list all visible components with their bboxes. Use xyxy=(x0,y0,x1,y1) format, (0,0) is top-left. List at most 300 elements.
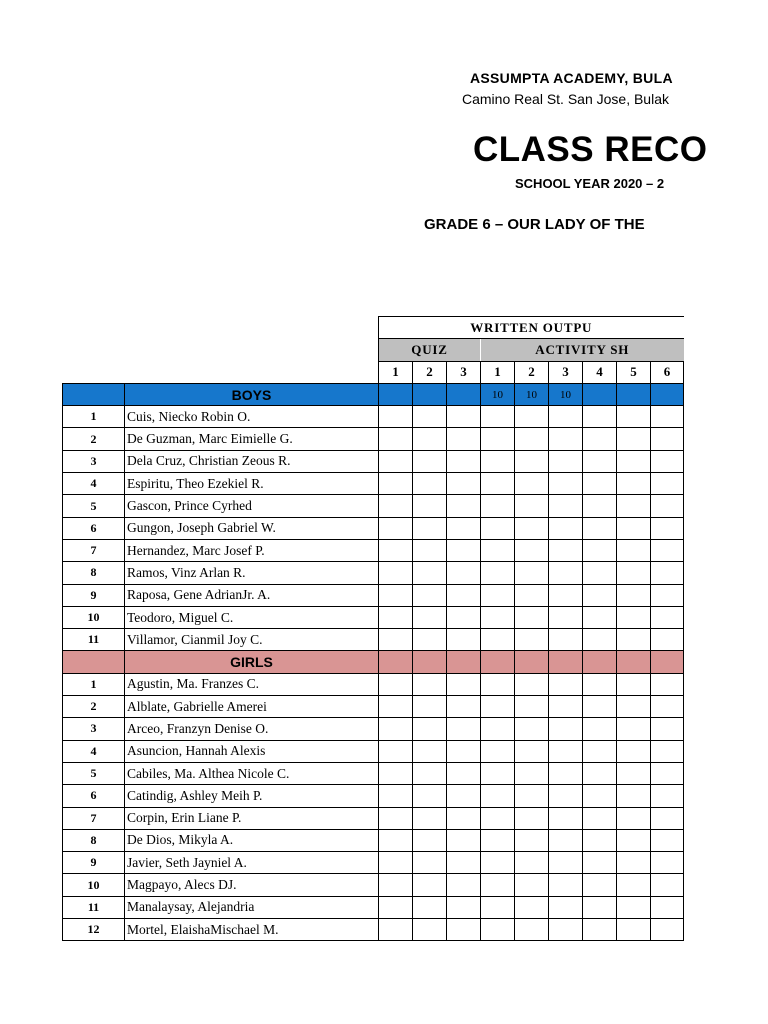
column-number: 3 xyxy=(549,361,583,383)
score-cell[interactable] xyxy=(447,495,481,517)
score-cell[interactable] xyxy=(651,718,684,740)
score-cell[interactable] xyxy=(413,762,447,784)
score-cell[interactable] xyxy=(651,584,684,606)
score-cell[interactable] xyxy=(413,673,447,695)
highest-possible-score xyxy=(379,383,413,405)
student-row xyxy=(63,450,684,472)
score-cell[interactable] xyxy=(379,428,413,450)
score-cell[interactable] xyxy=(447,762,481,784)
student-row xyxy=(63,919,684,941)
student-number: 11 xyxy=(63,629,125,651)
student-name: Agustin, Ma. Franzes C. xyxy=(125,673,379,695)
score-cell[interactable] xyxy=(413,718,447,740)
grade-section: GRADE 6 – OUR LADY OF THE xyxy=(424,216,645,233)
score-cell[interactable] xyxy=(379,874,413,896)
highest-possible-score xyxy=(447,383,481,405)
student-number: 12 xyxy=(63,919,125,941)
score-cell[interactable] xyxy=(651,696,684,718)
score-cell[interactable] xyxy=(549,406,583,428)
score-cell[interactable] xyxy=(583,450,617,472)
score-cell[interactable] xyxy=(413,785,447,807)
score-cell[interactable] xyxy=(481,450,515,472)
score-cell[interactable] xyxy=(617,829,651,851)
score-cell[interactable] xyxy=(481,629,515,651)
student-row xyxy=(63,740,684,762)
score-cell[interactable] xyxy=(583,517,617,539)
score-cell[interactable] xyxy=(549,696,583,718)
header-row-written-output xyxy=(63,317,684,339)
blank-cell xyxy=(125,361,379,383)
score-cell[interactable] xyxy=(583,406,617,428)
student-number: 5 xyxy=(63,762,125,784)
score-cell[interactable] xyxy=(583,539,617,561)
score-cell[interactable] xyxy=(379,450,413,472)
score-cell[interactable] xyxy=(583,473,617,495)
score-cell[interactable] xyxy=(617,606,651,628)
score-cell[interactable] xyxy=(481,919,515,941)
score-cell[interactable] xyxy=(481,696,515,718)
score-cell[interactable] xyxy=(447,874,481,896)
score-cell[interactable] xyxy=(651,606,684,628)
score-cell[interactable] xyxy=(481,762,515,784)
score-cell[interactable] xyxy=(447,450,481,472)
score-cell[interactable] xyxy=(413,606,447,628)
score-cell[interactable] xyxy=(515,606,549,628)
score-cell[interactable] xyxy=(617,740,651,762)
score-cell[interactable] xyxy=(447,406,481,428)
student-number: 7 xyxy=(63,539,125,561)
score-cell[interactable] xyxy=(379,629,413,651)
score-cell[interactable] xyxy=(447,606,481,628)
score-cell[interactable] xyxy=(549,539,583,561)
score-cell[interactable] xyxy=(549,785,583,807)
score-cell[interactable] xyxy=(651,673,684,695)
score-cell[interactable] xyxy=(481,406,515,428)
score-cell[interactable] xyxy=(481,473,515,495)
score-cell[interactable] xyxy=(481,829,515,851)
student-number: 4 xyxy=(63,740,125,762)
section-cell xyxy=(651,651,684,673)
score-cell[interactable] xyxy=(617,450,651,472)
score-cell[interactable] xyxy=(379,473,413,495)
score-cell[interactable] xyxy=(549,762,583,784)
score-cell[interactable] xyxy=(379,718,413,740)
score-cell[interactable] xyxy=(549,495,583,517)
score-cell[interactable] xyxy=(481,673,515,695)
score-cell[interactable] xyxy=(515,539,549,561)
student-name: Espiritu, Theo Ezekiel R. xyxy=(125,473,379,495)
score-cell[interactable] xyxy=(583,740,617,762)
score-cell[interactable] xyxy=(481,718,515,740)
score-cell[interactable] xyxy=(549,740,583,762)
student-name: Cuis, Niecko Robin O. xyxy=(125,406,379,428)
section-label: BOYS xyxy=(125,383,379,405)
score-cell[interactable] xyxy=(481,517,515,539)
score-cell[interactable] xyxy=(617,673,651,695)
highest-possible-score xyxy=(617,383,651,405)
score-cell[interactable] xyxy=(447,673,481,695)
score-cell[interactable] xyxy=(549,673,583,695)
quiz-header: QUIZ xyxy=(379,339,481,361)
score-cell[interactable] xyxy=(549,896,583,918)
student-name: Dela Cruz, Christian Zeous R. xyxy=(125,450,379,472)
score-cell[interactable] xyxy=(515,807,549,829)
score-cell[interactable] xyxy=(413,629,447,651)
student-number: 1 xyxy=(63,406,125,428)
student-row xyxy=(63,495,684,517)
student-row xyxy=(63,473,684,495)
score-cell[interactable] xyxy=(651,807,684,829)
section-cell xyxy=(583,651,617,673)
student-name: Gascon, Prince Cyrhed xyxy=(125,495,379,517)
score-cell[interactable] xyxy=(413,517,447,539)
score-cell[interactable] xyxy=(651,740,684,762)
score-cell[interactable] xyxy=(617,896,651,918)
score-cell[interactable] xyxy=(617,762,651,784)
score-cell[interactable] xyxy=(481,539,515,561)
score-cell[interactable] xyxy=(515,852,549,874)
score-cell[interactable] xyxy=(583,896,617,918)
score-cell[interactable] xyxy=(447,740,481,762)
score-cell[interactable] xyxy=(447,562,481,584)
student-row xyxy=(63,696,684,718)
score-cell[interactable] xyxy=(549,606,583,628)
column-number: 3 xyxy=(447,361,481,383)
score-cell[interactable] xyxy=(583,919,617,941)
score-cell[interactable] xyxy=(413,584,447,606)
score-cell[interactable] xyxy=(481,807,515,829)
student-row xyxy=(63,562,684,584)
section-cell xyxy=(549,651,583,673)
score-cell[interactable] xyxy=(549,852,583,874)
score-cell[interactable] xyxy=(583,718,617,740)
student-row xyxy=(63,852,684,874)
score-cell[interactable] xyxy=(413,696,447,718)
score-cell[interactable] xyxy=(515,762,549,784)
score-cell[interactable] xyxy=(617,696,651,718)
score-cell[interactable] xyxy=(481,584,515,606)
score-cell[interactable] xyxy=(379,584,413,606)
score-cell[interactable] xyxy=(583,852,617,874)
score-cell[interactable] xyxy=(379,919,413,941)
student-number: 6 xyxy=(63,785,125,807)
score-cell[interactable] xyxy=(447,539,481,561)
score-cell[interactable] xyxy=(413,740,447,762)
score-cell[interactable] xyxy=(651,896,684,918)
score-cell[interactable] xyxy=(515,629,549,651)
score-cell[interactable] xyxy=(515,562,549,584)
score-cell[interactable] xyxy=(413,562,447,584)
student-number: 11 xyxy=(63,896,125,918)
score-cell[interactable] xyxy=(549,428,583,450)
score-cell[interactable] xyxy=(413,406,447,428)
score-cell[interactable] xyxy=(447,718,481,740)
score-cell[interactable] xyxy=(583,562,617,584)
section-cell xyxy=(481,651,515,673)
student-name: Mortel, ElaishaMischael M. xyxy=(125,919,379,941)
student-row xyxy=(63,629,684,651)
score-cell[interactable] xyxy=(617,718,651,740)
score-cell[interactable] xyxy=(379,785,413,807)
score-cell[interactable] xyxy=(617,852,651,874)
score-cell[interactable] xyxy=(447,896,481,918)
score-cell[interactable] xyxy=(549,562,583,584)
student-name: Gungon, Joseph Gabriel W. xyxy=(125,517,379,539)
score-cell[interactable] xyxy=(651,562,684,584)
student-name: Villamor, Cianmil Joy C. xyxy=(125,629,379,651)
score-cell[interactable] xyxy=(583,584,617,606)
score-cell[interactable] xyxy=(651,473,684,495)
column-number: 4 xyxy=(583,361,617,383)
score-cell[interactable] xyxy=(549,919,583,941)
score-cell[interactable] xyxy=(617,539,651,561)
student-number: 10 xyxy=(63,606,125,628)
score-cell[interactable] xyxy=(515,919,549,941)
student-row xyxy=(63,829,684,851)
score-cell[interactable] xyxy=(651,517,684,539)
score-cell[interactable] xyxy=(549,473,583,495)
score-cell[interactable] xyxy=(379,807,413,829)
score-cell[interactable] xyxy=(549,629,583,651)
score-cell[interactable] xyxy=(515,450,549,472)
score-cell[interactable] xyxy=(583,629,617,651)
section-label: GIRLS xyxy=(125,651,379,673)
score-cell[interactable] xyxy=(379,539,413,561)
score-cell[interactable] xyxy=(481,785,515,807)
score-cell[interactable] xyxy=(379,406,413,428)
score-cell[interactable] xyxy=(549,584,583,606)
school-name: ASSUMPTA ACADEMY, BULA xyxy=(470,70,673,86)
score-cell[interactable] xyxy=(515,696,549,718)
score-cell[interactable] xyxy=(481,606,515,628)
page-title: CLASS RECO xyxy=(473,130,708,169)
score-cell[interactable] xyxy=(549,517,583,539)
score-cell[interactable] xyxy=(515,829,549,851)
score-cell[interactable] xyxy=(549,829,583,851)
score-cell[interactable] xyxy=(549,874,583,896)
school-address: Camino Real St. San Jose, Bulak xyxy=(462,91,669,107)
score-cell[interactable] xyxy=(583,829,617,851)
section-cell xyxy=(617,651,651,673)
score-cell[interactable] xyxy=(413,852,447,874)
score-cell[interactable] xyxy=(651,762,684,784)
score-cell[interactable] xyxy=(515,428,549,450)
score-cell[interactable] xyxy=(447,785,481,807)
section-blank-cell xyxy=(63,383,125,405)
score-cell[interactable] xyxy=(481,874,515,896)
score-cell[interactable] xyxy=(447,852,481,874)
score-cell[interactable] xyxy=(481,495,515,517)
student-row xyxy=(63,673,684,695)
student-row xyxy=(63,606,684,628)
student-row xyxy=(63,807,684,829)
score-cell[interactable] xyxy=(413,539,447,561)
score-cell[interactable] xyxy=(617,473,651,495)
student-name: Catindig, Ashley Meih P. xyxy=(125,785,379,807)
score-cell[interactable] xyxy=(447,517,481,539)
score-cell[interactable] xyxy=(617,562,651,584)
score-cell[interactable] xyxy=(413,896,447,918)
student-number: 4 xyxy=(63,473,125,495)
section-cell xyxy=(413,651,447,673)
score-cell[interactable] xyxy=(617,919,651,941)
score-cell[interactable] xyxy=(651,852,684,874)
student-name: Cabiles, Ma. Althea Nicole C. xyxy=(125,762,379,784)
highest-possible-score xyxy=(413,383,447,405)
student-number: 2 xyxy=(63,696,125,718)
score-cell[interactable] xyxy=(447,807,481,829)
score-cell[interactable] xyxy=(379,495,413,517)
score-cell[interactable] xyxy=(515,584,549,606)
score-cell[interactable] xyxy=(515,785,549,807)
student-number: 6 xyxy=(63,517,125,539)
score-cell[interactable] xyxy=(515,874,549,896)
score-cell[interactable] xyxy=(617,495,651,517)
student-number: 7 xyxy=(63,807,125,829)
score-cell[interactable] xyxy=(549,807,583,829)
student-row xyxy=(63,584,684,606)
score-cell[interactable] xyxy=(447,829,481,851)
student-number: 1 xyxy=(63,673,125,695)
highest-possible-score: 10 xyxy=(515,383,549,405)
score-cell[interactable] xyxy=(481,428,515,450)
boys-section-row xyxy=(63,383,684,405)
score-cell[interactable] xyxy=(651,785,684,807)
score-cell[interactable] xyxy=(379,896,413,918)
score-cell[interactable] xyxy=(651,629,684,651)
score-cell[interactable] xyxy=(379,740,413,762)
score-cell[interactable] xyxy=(583,874,617,896)
score-cell[interactable] xyxy=(379,562,413,584)
blank-cell xyxy=(63,361,125,383)
score-cell[interactable] xyxy=(583,762,617,784)
student-name: Magpayo, Alecs DJ. xyxy=(125,874,379,896)
score-cell[interactable] xyxy=(481,852,515,874)
column-number: 1 xyxy=(481,361,515,383)
blank-cell xyxy=(63,339,125,361)
score-cell[interactable] xyxy=(651,539,684,561)
score-cell[interactable] xyxy=(413,829,447,851)
student-number: 8 xyxy=(63,562,125,584)
written-output-header: WRITTEN OUTPU xyxy=(379,317,684,339)
section-cell xyxy=(515,651,549,673)
score-cell[interactable] xyxy=(617,629,651,651)
class-record-table xyxy=(62,316,684,941)
score-cell[interactable] xyxy=(379,696,413,718)
score-cell[interactable] xyxy=(617,406,651,428)
score-cell[interactable] xyxy=(379,517,413,539)
student-name: Javier, Seth Jayniel A. xyxy=(125,852,379,874)
score-cell[interactable] xyxy=(651,450,684,472)
score-cell[interactable] xyxy=(413,428,447,450)
score-cell[interactable] xyxy=(379,762,413,784)
school-year: SCHOOL YEAR 2020 – 2 xyxy=(515,176,665,191)
student-row xyxy=(63,428,684,450)
score-cell[interactable] xyxy=(447,584,481,606)
score-cell[interactable] xyxy=(447,428,481,450)
score-cell[interactable] xyxy=(515,673,549,695)
score-cell[interactable] xyxy=(651,874,684,896)
score-cell[interactable] xyxy=(651,919,684,941)
score-cell[interactable] xyxy=(515,718,549,740)
score-cell[interactable] xyxy=(617,807,651,829)
girls-section-row xyxy=(63,651,684,673)
score-cell[interactable] xyxy=(413,495,447,517)
score-cell[interactable] xyxy=(413,473,447,495)
score-cell[interactable] xyxy=(617,517,651,539)
score-cell[interactable] xyxy=(583,606,617,628)
student-number: 3 xyxy=(63,718,125,740)
activity-sheet-header: ACTIVITY SH xyxy=(481,339,684,361)
score-cell[interactable] xyxy=(481,562,515,584)
highest-possible-score: 10 xyxy=(481,383,515,405)
score-cell[interactable] xyxy=(447,919,481,941)
score-cell[interactable] xyxy=(413,874,447,896)
score-cell[interactable] xyxy=(413,807,447,829)
student-row xyxy=(63,896,684,918)
score-cell[interactable] xyxy=(583,428,617,450)
score-cell[interactable] xyxy=(617,584,651,606)
score-cell[interactable] xyxy=(583,696,617,718)
blank-cell xyxy=(63,317,125,339)
score-cell[interactable] xyxy=(651,428,684,450)
score-cell[interactable] xyxy=(583,807,617,829)
score-cell[interactable] xyxy=(617,428,651,450)
score-cell[interactable] xyxy=(413,919,447,941)
score-cell[interactable] xyxy=(413,450,447,472)
score-cell[interactable] xyxy=(651,495,684,517)
score-cell[interactable] xyxy=(481,740,515,762)
highest-possible-score xyxy=(583,383,617,405)
section-cell xyxy=(447,651,481,673)
student-name: De Dios, Mikyla A. xyxy=(125,829,379,851)
column-number: 2 xyxy=(515,361,549,383)
score-cell[interactable] xyxy=(583,785,617,807)
highest-possible-score xyxy=(651,383,684,405)
score-cell[interactable] xyxy=(515,406,549,428)
student-name: Corpin, Erin Liane P. xyxy=(125,807,379,829)
student-row xyxy=(63,874,684,896)
score-cell[interactable] xyxy=(617,874,651,896)
score-cell[interactable] xyxy=(379,673,413,695)
score-cell[interactable] xyxy=(447,473,481,495)
score-cell[interactable] xyxy=(379,829,413,851)
column-number: 6 xyxy=(651,361,684,383)
student-row xyxy=(63,539,684,561)
student-number: 9 xyxy=(63,584,125,606)
score-cell[interactable] xyxy=(379,852,413,874)
score-cell[interactable] xyxy=(549,718,583,740)
score-cell[interactable] xyxy=(549,450,583,472)
score-cell[interactable] xyxy=(379,606,413,628)
score-cell[interactable] xyxy=(447,696,481,718)
score-cell[interactable] xyxy=(447,629,481,651)
section-blank-cell xyxy=(63,651,125,673)
section-cell xyxy=(379,651,413,673)
score-cell[interactable] xyxy=(583,495,617,517)
score-cell[interactable] xyxy=(515,473,549,495)
score-cell[interactable] xyxy=(515,896,549,918)
score-cell[interactable] xyxy=(651,406,684,428)
score-cell[interactable] xyxy=(515,740,549,762)
score-cell[interactable] xyxy=(651,829,684,851)
score-cell[interactable] xyxy=(617,785,651,807)
score-cell[interactable] xyxy=(515,495,549,517)
score-cell[interactable] xyxy=(481,896,515,918)
blank-cell xyxy=(125,317,379,339)
score-cell[interactable] xyxy=(583,673,617,695)
score-cell[interactable] xyxy=(515,517,549,539)
